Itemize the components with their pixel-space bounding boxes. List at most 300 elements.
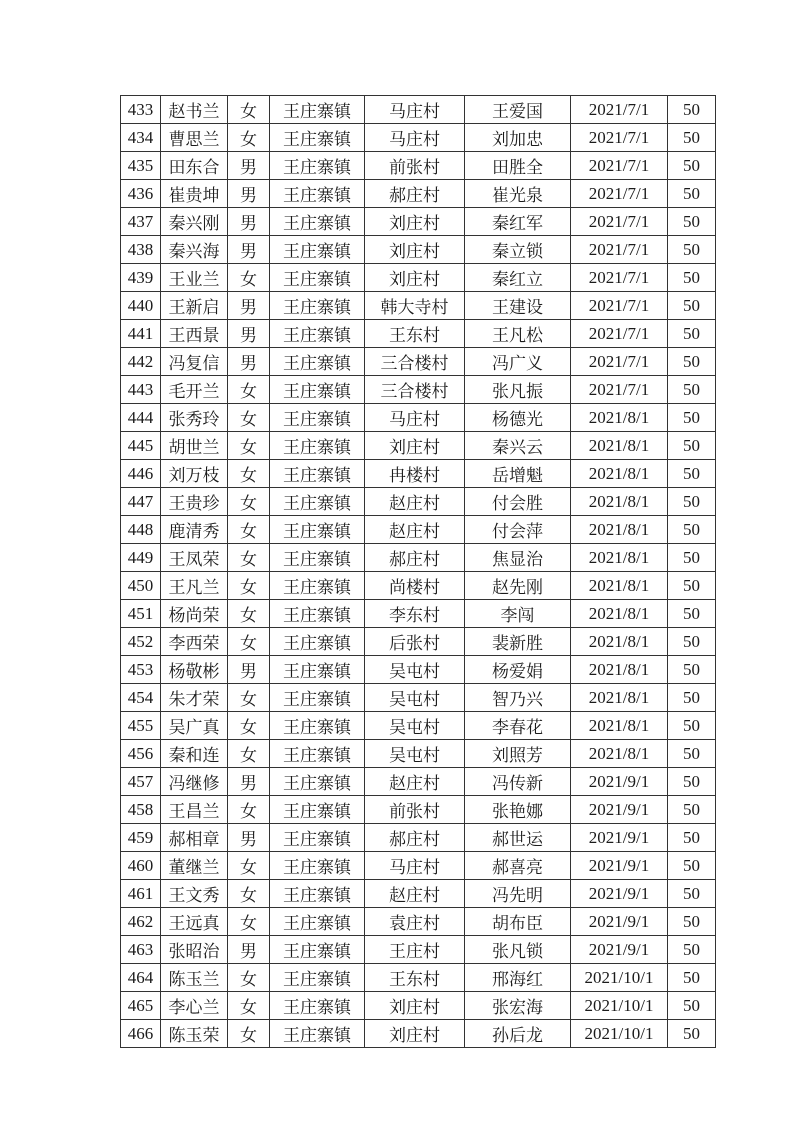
cell-village: 赵庄村 [365, 880, 465, 908]
cell-serial: 451 [121, 600, 161, 628]
cell-amount: 50 [668, 320, 716, 348]
cell-name: 田东合 [161, 152, 228, 180]
cell-amount: 50 [668, 796, 716, 824]
cell-related-person: 冯传新 [465, 768, 571, 796]
cell-serial: 445 [121, 432, 161, 460]
cell-related-person: 崔光泉 [465, 180, 571, 208]
cell-town: 王庄寨镇 [270, 768, 365, 796]
cell-gender: 女 [228, 600, 270, 628]
cell-serial: 466 [121, 1020, 161, 1048]
cell-name: 毛开兰 [161, 376, 228, 404]
cell-town: 王庄寨镇 [270, 152, 365, 180]
cell-gender: 男 [228, 936, 270, 964]
cell-related-person: 张艳娜 [465, 796, 571, 824]
cell-date: 2021/9/1 [571, 852, 668, 880]
cell-town: 王庄寨镇 [270, 992, 365, 1020]
cell-amount: 50 [668, 180, 716, 208]
cell-town: 王庄寨镇 [270, 544, 365, 572]
cell-amount: 50 [668, 516, 716, 544]
cell-village: 刘庄村 [365, 264, 465, 292]
cell-village: 吴屯村 [365, 740, 465, 768]
cell-village: 刘庄村 [365, 1020, 465, 1048]
table-row [121, 600, 716, 628]
cell-town: 王庄寨镇 [270, 740, 365, 768]
cell-related-person: 李闯 [465, 600, 571, 628]
cell-serial: 460 [121, 852, 161, 880]
cell-town: 王庄寨镇 [270, 404, 365, 432]
cell-related-person: 赵先刚 [465, 572, 571, 600]
cell-amount: 50 [668, 712, 716, 740]
cell-town: 王庄寨镇 [270, 348, 365, 376]
cell-town: 王庄寨镇 [270, 824, 365, 852]
cell-name: 董继兰 [161, 852, 228, 880]
cell-name: 吴广真 [161, 712, 228, 740]
cell-related-person: 秦立锁 [465, 236, 571, 264]
cell-gender: 女 [228, 124, 270, 152]
cell-gender: 女 [228, 880, 270, 908]
cell-name: 冯继修 [161, 768, 228, 796]
cell-village: 郝庄村 [365, 180, 465, 208]
table-row [121, 488, 716, 516]
cell-gender: 女 [228, 908, 270, 936]
cell-date: 2021/8/1 [571, 572, 668, 600]
cell-related-person: 王凡松 [465, 320, 571, 348]
cell-related-person: 杨爱娟 [465, 656, 571, 684]
cell-serial: 439 [121, 264, 161, 292]
cell-date: 2021/9/1 [571, 824, 668, 852]
cell-gender: 男 [228, 208, 270, 236]
cell-related-person: 张凡锁 [465, 936, 571, 964]
cell-related-person: 秦红军 [465, 208, 571, 236]
cell-village: 马庄村 [365, 96, 465, 124]
cell-town: 王庄寨镇 [270, 96, 365, 124]
table-row [121, 964, 716, 992]
cell-village: 郝庄村 [365, 544, 465, 572]
cell-serial: 464 [121, 964, 161, 992]
cell-name: 王贵珍 [161, 488, 228, 516]
cell-name: 胡世兰 [161, 432, 228, 460]
cell-town: 王庄寨镇 [270, 292, 365, 320]
cell-gender: 女 [228, 712, 270, 740]
cell-town: 王庄寨镇 [270, 628, 365, 656]
cell-related-person: 智乃兴 [465, 684, 571, 712]
cell-gender: 女 [228, 404, 270, 432]
cell-related-person: 刘照芳 [465, 740, 571, 768]
roster-table-body [121, 96, 716, 1048]
table-row [121, 208, 716, 236]
table-row [121, 432, 716, 460]
cell-name: 陈玉荣 [161, 1020, 228, 1048]
cell-name: 李心兰 [161, 992, 228, 1020]
cell-village: 三合楼村 [365, 348, 465, 376]
cell-related-person: 冯先明 [465, 880, 571, 908]
table-row [121, 852, 716, 880]
table-row [121, 544, 716, 572]
cell-date: 2021/9/1 [571, 936, 668, 964]
cell-serial: 457 [121, 768, 161, 796]
cell-date: 2021/7/1 [571, 124, 668, 152]
cell-amount: 50 [668, 124, 716, 152]
cell-related-person: 秦红立 [465, 264, 571, 292]
cell-related-person: 郝世运 [465, 824, 571, 852]
cell-town: 王庄寨镇 [270, 852, 365, 880]
cell-name: 王远真 [161, 908, 228, 936]
cell-village: 赵庄村 [365, 516, 465, 544]
cell-name: 张昭治 [161, 936, 228, 964]
cell-amount: 50 [668, 208, 716, 236]
cell-name: 王昌兰 [161, 796, 228, 824]
cell-serial: 462 [121, 908, 161, 936]
cell-town: 王庄寨镇 [270, 964, 365, 992]
table-row [121, 824, 716, 852]
cell-amount: 50 [668, 292, 716, 320]
cell-town: 王庄寨镇 [270, 908, 365, 936]
cell-serial: 455 [121, 712, 161, 740]
cell-related-person: 焦显治 [465, 544, 571, 572]
cell-related-person: 孙后龙 [465, 1020, 571, 1048]
cell-gender: 女 [228, 628, 270, 656]
cell-date: 2021/10/1 [571, 992, 668, 1020]
cell-amount: 50 [668, 488, 716, 516]
cell-village: 王庄村 [365, 936, 465, 964]
cell-date: 2021/7/1 [571, 376, 668, 404]
cell-date: 2021/7/1 [571, 292, 668, 320]
cell-village: 三合楼村 [365, 376, 465, 404]
cell-gender: 女 [228, 852, 270, 880]
cell-gender: 女 [228, 992, 270, 1020]
cell-name: 朱才荣 [161, 684, 228, 712]
cell-date: 2021/7/1 [571, 96, 668, 124]
roster-table [120, 95, 716, 1048]
cell-date: 2021/7/1 [571, 180, 668, 208]
cell-town: 王庄寨镇 [270, 796, 365, 824]
cell-related-person: 裴新胜 [465, 628, 571, 656]
cell-village: 郝庄村 [365, 824, 465, 852]
cell-amount: 50 [668, 544, 716, 572]
cell-village: 马庄村 [365, 404, 465, 432]
cell-serial: 443 [121, 376, 161, 404]
cell-gender: 女 [228, 684, 270, 712]
cell-town: 王庄寨镇 [270, 516, 365, 544]
cell-serial: 461 [121, 880, 161, 908]
cell-date: 2021/8/1 [571, 684, 668, 712]
cell-serial: 444 [121, 404, 161, 432]
cell-serial: 459 [121, 824, 161, 852]
cell-town: 王庄寨镇 [270, 684, 365, 712]
table-row [121, 1020, 716, 1048]
cell-amount: 50 [668, 936, 716, 964]
cell-town: 王庄寨镇 [270, 432, 365, 460]
cell-serial: 441 [121, 320, 161, 348]
table-row [121, 628, 716, 656]
cell-gender: 女 [228, 264, 270, 292]
cell-related-person: 杨德光 [465, 404, 571, 432]
cell-related-person: 张凡振 [465, 376, 571, 404]
table-row [121, 880, 716, 908]
cell-gender: 女 [228, 432, 270, 460]
cell-gender: 男 [228, 320, 270, 348]
cell-name: 曹思兰 [161, 124, 228, 152]
table-row [121, 516, 716, 544]
cell-town: 王庄寨镇 [270, 936, 365, 964]
cell-date: 2021/8/1 [571, 628, 668, 656]
table-row [121, 768, 716, 796]
table-row [121, 320, 716, 348]
cell-related-person: 冯广义 [465, 348, 571, 376]
cell-gender: 女 [228, 488, 270, 516]
table-row [121, 264, 716, 292]
cell-name: 崔贵坤 [161, 180, 228, 208]
cell-amount: 50 [668, 404, 716, 432]
cell-town: 王庄寨镇 [270, 488, 365, 516]
cell-amount: 50 [668, 264, 716, 292]
cell-serial: 436 [121, 180, 161, 208]
cell-amount: 50 [668, 824, 716, 852]
cell-gender: 女 [228, 544, 270, 572]
cell-serial: 433 [121, 96, 161, 124]
cell-gender: 女 [228, 460, 270, 488]
cell-date: 2021/8/1 [571, 656, 668, 684]
cell-serial: 449 [121, 544, 161, 572]
cell-gender: 女 [228, 796, 270, 824]
cell-name: 赵书兰 [161, 96, 228, 124]
cell-date: 2021/9/1 [571, 768, 668, 796]
cell-amount: 50 [668, 1020, 716, 1048]
cell-serial: 435 [121, 152, 161, 180]
cell-serial: 454 [121, 684, 161, 712]
cell-village: 刘庄村 [365, 208, 465, 236]
cell-date: 2021/8/1 [571, 740, 668, 768]
cell-town: 王庄寨镇 [270, 656, 365, 684]
cell-gender: 女 [228, 96, 270, 124]
cell-amount: 50 [668, 684, 716, 712]
cell-name: 张秀玲 [161, 404, 228, 432]
table-row [121, 404, 716, 432]
cell-name: 陈玉兰 [161, 964, 228, 992]
cell-related-person: 岳增魁 [465, 460, 571, 488]
cell-amount: 50 [668, 656, 716, 684]
table-row [121, 572, 716, 600]
cell-name: 秦兴刚 [161, 208, 228, 236]
table-row [121, 124, 716, 152]
cell-amount: 50 [668, 96, 716, 124]
cell-serial: 465 [121, 992, 161, 1020]
cell-name: 冯复信 [161, 348, 228, 376]
cell-date: 2021/9/1 [571, 908, 668, 936]
table-row [121, 152, 716, 180]
cell-village: 冉楼村 [365, 460, 465, 488]
table-row [121, 348, 716, 376]
cell-gender: 女 [228, 516, 270, 544]
cell-gender: 男 [228, 656, 270, 684]
cell-amount: 50 [668, 460, 716, 488]
cell-date: 2021/10/1 [571, 964, 668, 992]
cell-village: 尚楼村 [365, 572, 465, 600]
cell-serial: 450 [121, 572, 161, 600]
cell-serial: 437 [121, 208, 161, 236]
cell-amount: 50 [668, 964, 716, 992]
table-row [121, 796, 716, 824]
cell-amount: 50 [668, 908, 716, 936]
cell-serial: 456 [121, 740, 161, 768]
cell-date: 2021/8/1 [571, 404, 668, 432]
cell-date: 2021/8/1 [571, 516, 668, 544]
cell-town: 王庄寨镇 [270, 600, 365, 628]
cell-related-person: 刘加忠 [465, 124, 571, 152]
cell-serial: 446 [121, 460, 161, 488]
cell-related-person: 付会萍 [465, 516, 571, 544]
cell-town: 王庄寨镇 [270, 320, 365, 348]
table-row [121, 908, 716, 936]
cell-amount: 50 [668, 152, 716, 180]
cell-name: 王新启 [161, 292, 228, 320]
cell-date: 2021/8/1 [571, 488, 668, 516]
cell-serial: 452 [121, 628, 161, 656]
table-row [121, 376, 716, 404]
cell-name: 王凤荣 [161, 544, 228, 572]
cell-gender: 男 [228, 292, 270, 320]
cell-village: 马庄村 [365, 852, 465, 880]
cell-town: 王庄寨镇 [270, 180, 365, 208]
cell-related-person: 胡布臣 [465, 908, 571, 936]
cell-village: 刘庄村 [365, 992, 465, 1020]
cell-related-person: 秦兴云 [465, 432, 571, 460]
cell-town: 王庄寨镇 [270, 712, 365, 740]
cell-date: 2021/7/1 [571, 208, 668, 236]
cell-amount: 50 [668, 992, 716, 1020]
cell-amount: 50 [668, 348, 716, 376]
cell-village: 前张村 [365, 152, 465, 180]
cell-serial: 442 [121, 348, 161, 376]
table-row [121, 684, 716, 712]
cell-town: 王庄寨镇 [270, 460, 365, 488]
cell-date: 2021/9/1 [571, 880, 668, 908]
cell-name: 秦兴海 [161, 236, 228, 264]
cell-serial: 440 [121, 292, 161, 320]
cell-name: 杨尚荣 [161, 600, 228, 628]
cell-town: 王庄寨镇 [270, 208, 365, 236]
cell-amount: 50 [668, 628, 716, 656]
cell-name: 秦和连 [161, 740, 228, 768]
cell-serial: 463 [121, 936, 161, 964]
table-row [121, 292, 716, 320]
cell-town: 王庄寨镇 [270, 376, 365, 404]
cell-gender: 女 [228, 964, 270, 992]
cell-amount: 50 [668, 852, 716, 880]
table-row [121, 180, 716, 208]
cell-related-person: 付会胜 [465, 488, 571, 516]
cell-name: 刘万枝 [161, 460, 228, 488]
cell-date: 2021/7/1 [571, 264, 668, 292]
cell-village: 袁庄村 [365, 908, 465, 936]
cell-related-person: 李春花 [465, 712, 571, 740]
cell-town: 王庄寨镇 [270, 1020, 365, 1048]
cell-gender: 男 [228, 180, 270, 208]
cell-name: 郝相章 [161, 824, 228, 852]
cell-serial: 453 [121, 656, 161, 684]
cell-village: 赵庄村 [365, 488, 465, 516]
cell-date: 2021/8/1 [571, 712, 668, 740]
cell-date: 2021/8/1 [571, 544, 668, 572]
cell-name: 鹿清秀 [161, 516, 228, 544]
table-row [121, 992, 716, 1020]
cell-gender: 男 [228, 768, 270, 796]
cell-serial: 434 [121, 124, 161, 152]
cell-name: 王文秀 [161, 880, 228, 908]
cell-name: 杨敬彬 [161, 656, 228, 684]
cell-amount: 50 [668, 740, 716, 768]
table-row [121, 656, 716, 684]
cell-date: 2021/7/1 [571, 348, 668, 376]
cell-village: 王东村 [365, 320, 465, 348]
cell-village: 吴屯村 [365, 656, 465, 684]
cell-village: 刘庄村 [365, 432, 465, 460]
cell-village: 韩大寺村 [365, 292, 465, 320]
cell-gender: 女 [228, 572, 270, 600]
cell-name: 王业兰 [161, 264, 228, 292]
cell-gender: 女 [228, 376, 270, 404]
table-row [121, 936, 716, 964]
cell-amount: 50 [668, 376, 716, 404]
cell-date: 2021/10/1 [571, 1020, 668, 1048]
cell-related-person: 田胜全 [465, 152, 571, 180]
cell-village: 赵庄村 [365, 768, 465, 796]
cell-village: 吴屯村 [365, 712, 465, 740]
cell-village: 李东村 [365, 600, 465, 628]
table-row [121, 96, 716, 124]
cell-date: 2021/8/1 [571, 432, 668, 460]
cell-gender: 女 [228, 1020, 270, 1048]
cell-related-person: 王建设 [465, 292, 571, 320]
cell-related-person: 邢海红 [465, 964, 571, 992]
cell-amount: 50 [668, 768, 716, 796]
cell-village: 王东村 [365, 964, 465, 992]
cell-town: 王庄寨镇 [270, 124, 365, 152]
cell-town: 王庄寨镇 [270, 880, 365, 908]
cell-date: 2021/7/1 [571, 320, 668, 348]
cell-related-person: 王爱国 [465, 96, 571, 124]
cell-town: 王庄寨镇 [270, 264, 365, 292]
cell-amount: 50 [668, 572, 716, 600]
cell-amount: 50 [668, 236, 716, 264]
cell-amount: 50 [668, 880, 716, 908]
cell-serial: 458 [121, 796, 161, 824]
cell-date: 2021/8/1 [571, 460, 668, 488]
cell-name: 李西荣 [161, 628, 228, 656]
cell-date: 2021/8/1 [571, 600, 668, 628]
cell-town: 王庄寨镇 [270, 572, 365, 600]
cell-gender: 男 [228, 152, 270, 180]
cell-gender: 女 [228, 740, 270, 768]
cell-amount: 50 [668, 432, 716, 460]
table-row [121, 460, 716, 488]
cell-related-person: 郝喜亮 [465, 852, 571, 880]
cell-serial: 438 [121, 236, 161, 264]
table-row [121, 712, 716, 740]
table-row [121, 740, 716, 768]
cell-town: 王庄寨镇 [270, 236, 365, 264]
cell-serial: 448 [121, 516, 161, 544]
cell-gender: 男 [228, 236, 270, 264]
cell-amount: 50 [668, 600, 716, 628]
cell-village: 吴屯村 [365, 684, 465, 712]
cell-date: 2021/9/1 [571, 796, 668, 824]
cell-serial: 447 [121, 488, 161, 516]
cell-village: 前张村 [365, 796, 465, 824]
cell-gender: 男 [228, 824, 270, 852]
cell-village: 后张村 [365, 628, 465, 656]
cell-name: 王西景 [161, 320, 228, 348]
